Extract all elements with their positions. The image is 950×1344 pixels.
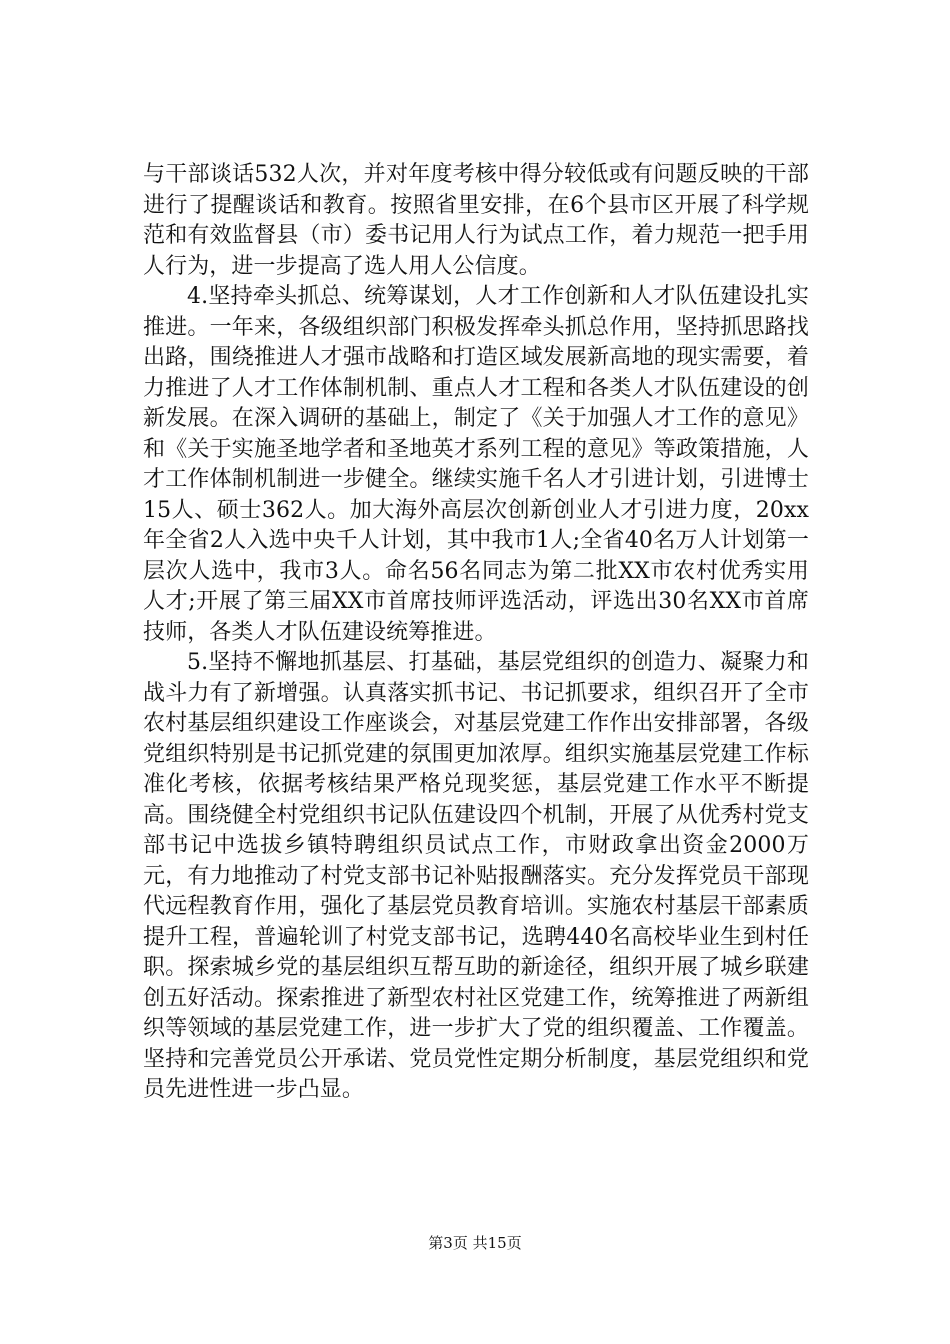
paragraph-talent-work: 4.坚持牵头抓总、统筹谋划，人才工作创新和人才队伍建设扎实推进。一年来，各级组织部门积极发挥牵头抓总作用，坚持抓思路找出路，围绕推进人才强市战略和打造区域发展新高地的现实需要，着力推进了人才工作体制机制、重点人才工程和各类人才队伍建设的创新发展。在深入调研的基础上，制定了《关于加强人才工作的意见》和《关于实施圣地学者和圣地英才系列工程的意见》等政策措施，人才工作体制机制进一步健全。继续实施千名人才引进计划，引进博士15人、硕士362人。加大海外高层次创新创业人才引进力度，20xx年全省2人入选中央千人计划，其中我市1人;全省40名万人计划第一层次人选中，我市3人。命名56名同志为第二批XX市农村优秀实用人才;开展了第三届XX市首席技师评选活动，评选出30名XX市首席技师，各类人才队伍建设统筹推进。 — [143, 284, 809, 645]
paragraph-continuation: 与干部谈话532人次，并对年度考核中得分较低或有问题反映的干部进行了提醒谈话和教育。按照省里安排，在6个县市区开展了科学规范和有效监督县（市）委书记用人行为试点工作，着力规范一把手用人行为，进一步提高了选人用人公信度。 — [143, 162, 809, 279]
document-body — [143, 160, 809, 1106]
paragraph-grassroots: 5.坚持不懈地抓基层、打基础，基层党组织的创造力、凝聚力和战斗力有了新增强。认真落实抓书记、书记抓要求，组织召开了全市农村基层组织建设工作座谈会，对基层党建工作作出安排部署，各级党组织特别是书记抓党建的氛围更加浓厚。组织实施基层党建工作标准化考核，依据考核结果严格兑现奖惩，基层党建工作水平不断提高。围绕健全村党组织书记队伍建设四个机制，开展了从优秀村党支部书记中选拔乡镇特聘组织员试点工作，市财政拿出资金2000万元，有力地推动了村党支部书记补贴报酬落实。充分发挥党员干部现代远程教育作用，强化了基层党员教育培训。实施农村基层干部素质提升工程，普遍轮训了村党支部书记，选聘440名高校毕业生到村任职。探索城乡党的基层组织互帮互助的新途径，组织开展了城乡联建创五好活动。探索推进了新型农村社区党建工作，统筹推进了两新组织等领域的基层党建工作，进一步扩大了党的组织覆盖、工作覆盖。坚持和完善党员公开承诺、党员党性定期分析制度，基层党组织和党员先进性进一步凸显。 — [143, 650, 809, 1102]
page-number-footer: 第3页 共15页 — [428, 1234, 522, 1252]
